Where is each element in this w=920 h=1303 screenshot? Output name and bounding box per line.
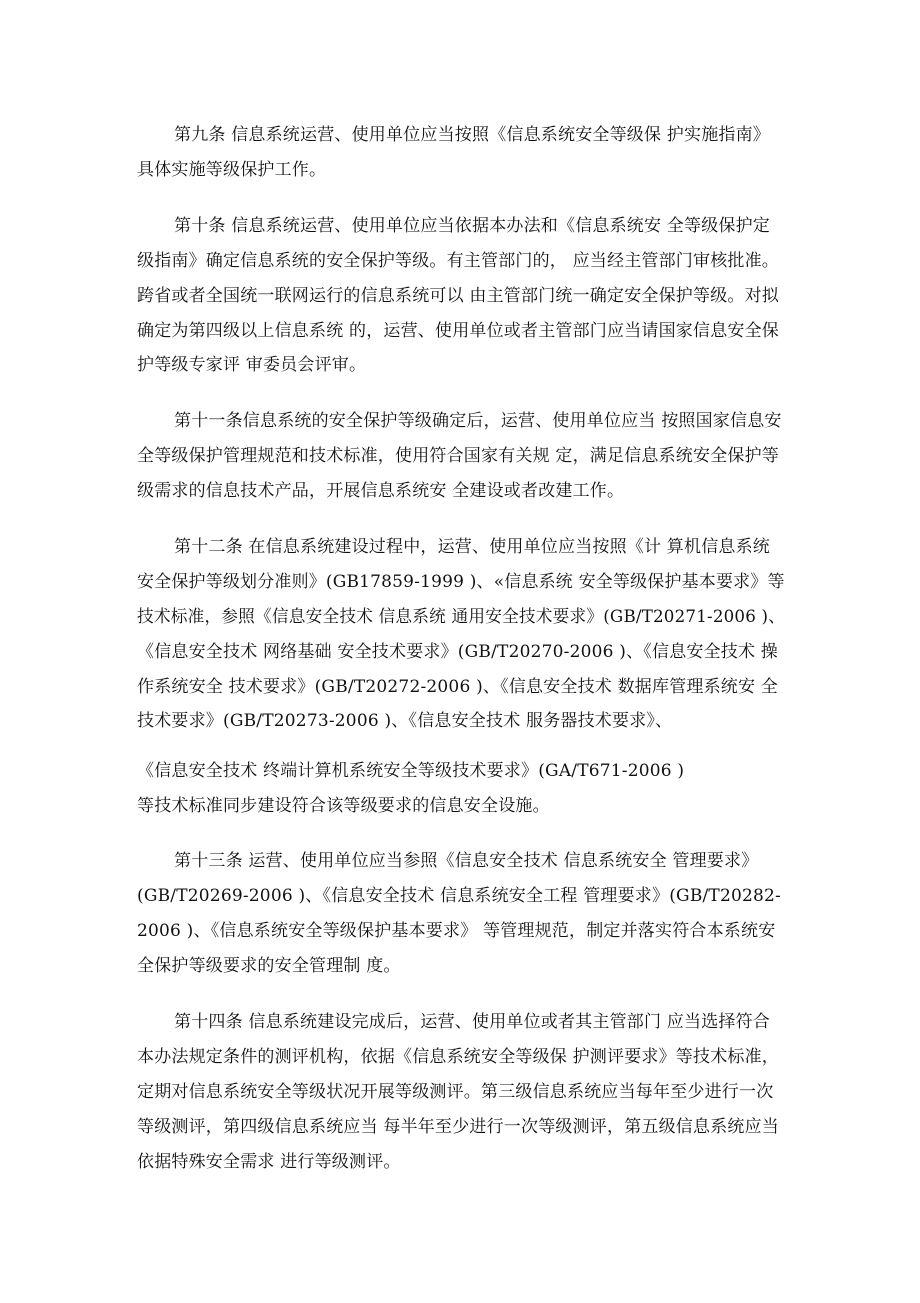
article-10-line-2: 级指南》确定信息系统的安全保护等级。有主管部门的， 应当经主管部门审核批准。 [137, 251, 780, 271]
article-12-line-4: 《信息安全技术 网络基础 安全技术要求》(GB/T20270-2006 )、《信息安全技术 操 [137, 642, 779, 662]
article-14-line-4: 等级测评，第四级信息系统应当 每半年至少进行一次等级测评，第五级信息系统应当 [137, 1117, 780, 1137]
article-10-line-4: 确定为第四级以上信息系统 的，运营、使用单位或者主管部门应当请国家信息安全保 [137, 321, 780, 341]
article-13-line-2: (GB/T20269-2006 )、《信息安全技术 信息系统安全工程 管理要求》(GB/T20282- [137, 886, 781, 906]
article-14-line-5: 依据特殊安全需求 进行等级测评。 [137, 1152, 401, 1172]
article-12-line-1: 第十二条 在信息系统建设过程中，运营、使用单位应当按照《计 算机信息系统 [174, 537, 771, 557]
article-12-line-5: 作系统安全 技术要求》(GB/T20272-2006 )、《信息安全技术 数据库管理系统安 全 [137, 677, 779, 697]
article-10-line-1: 第十条 信息系统运营、使用单位应当依据本办法和《信息系统安 全等级保护定 [174, 216, 771, 236]
article-9-line-2: 具体实施等级保护工作。 [137, 160, 327, 180]
article-13-line-1: 第十三条 运营、使用单位应当参照《信息安全技术 信息系统安全 管理要求》 [174, 851, 759, 871]
article-11-line-2: 全等级保护管理规范和技术标准，使用符合国家有关规 定，满足信息系统安全保护等 [137, 446, 780, 466]
article-10-line-5: 护等级专家评 审委员会评审。 [137, 355, 367, 375]
article-12-line-3: 技术标准，参照《信息安全技术 信息系统 通用安全技术要求》(GB/T20271-2006 )、 [137, 607, 786, 627]
article-14-line-3: 定期对信息系统安全等级状况开展等级测评。第三级信息系统应当每年至少进行一次 [137, 1082, 774, 1102]
article-11-line-3: 级需求的信息技术产品，开展信息系统安 全建设或者改建工作。 [137, 481, 625, 501]
article-11-line-1: 第十一条信息系统的安全保护等级确定后，运营、使用单位应当 按照国家信息安 [174, 411, 782, 431]
article-10-line-3: 跨省或者全国统一联网运行的信息系统可以 由主管部门统一确定安全保护等级。对拟 [137, 286, 780, 306]
article-12-line-7: 《信息安全技术 终端计算机系统安全等级技术要求》(GA/T671-2006 ) [137, 761, 685, 781]
article-12-line-6: 技术要求》(GB/T20273-2006 )、《信息安全技术 服务器技术要求》、 [137, 711, 673, 731]
article-14-line-1: 第十四条 信息系统建设完成后，运营、使用单位或者其主管部门 应当选择符合 [174, 1012, 771, 1032]
article-12-line-8: 等技术标准同步建设符合该等级要求的信息安全设施。 [137, 796, 550, 816]
article-13-line-3: 2006 )、《信息系统安全等级保护基本要求》 等管理规范，制定并落实符合本系统安 [137, 921, 776, 941]
article-12-line-2: 安全保护等级划分准则》(GB17859-1999 )、«信息系统 安全等级保护基本要求》等 [137, 572, 785, 592]
article-9-line-1: 第九条 信息系统运营、使用单位应当按照《信息系统安全等级保 护实施指南》 [174, 125, 771, 145]
article-14-line-2: 本办法规定条件的测评机构，依据《信息系统安全等级保 护测评要求》等技术标准， [137, 1047, 780, 1067]
article-13-line-4: 全保护等级要求的安全管理制 度。 [137, 956, 401, 976]
